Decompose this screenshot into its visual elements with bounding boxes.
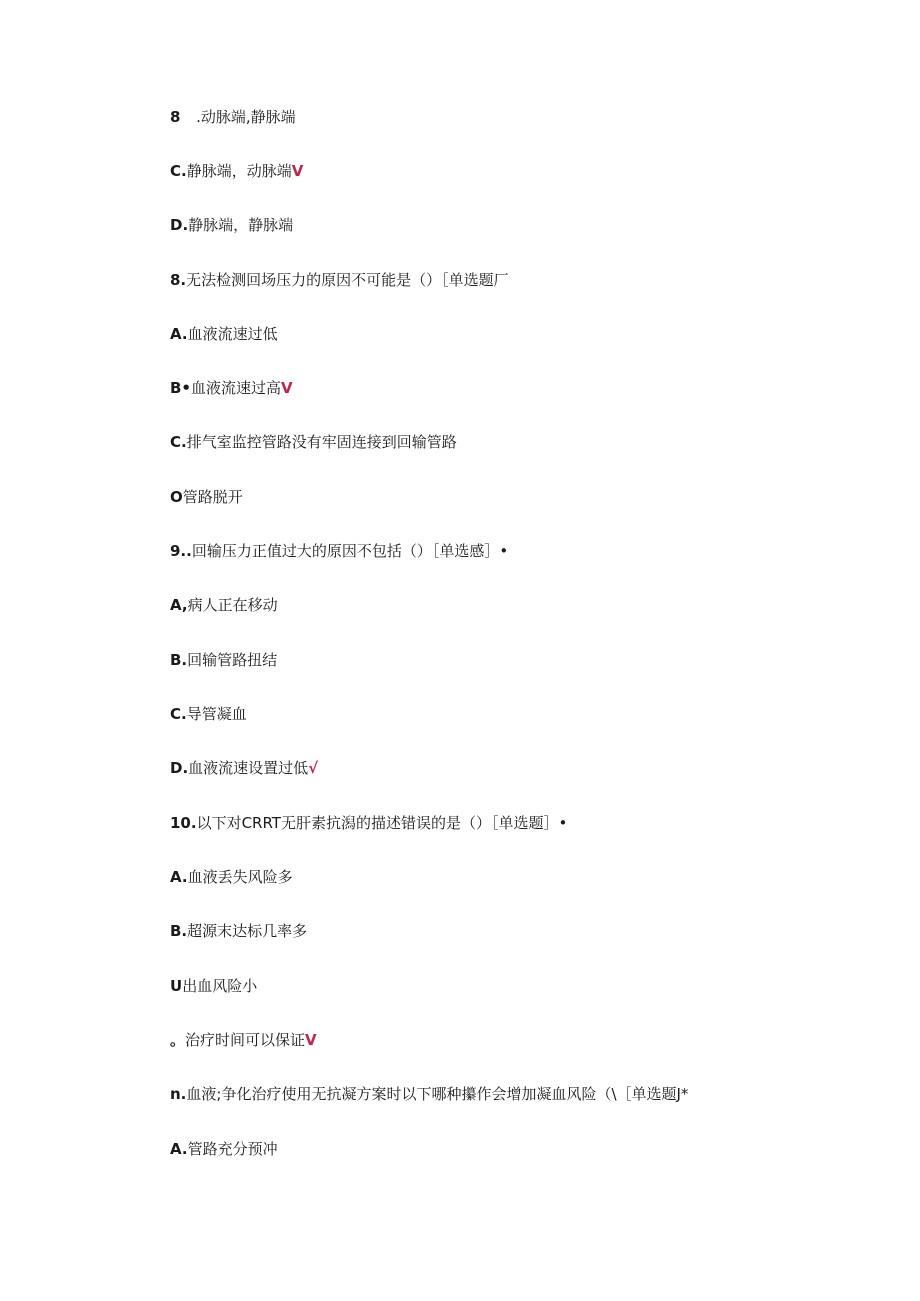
option-prefix: U: [170, 977, 183, 995]
correct-mark: √: [308, 759, 319, 777]
question-10: [170, 813, 567, 833]
question-9: [170, 541, 508, 561]
option-prefix: D.: [170, 216, 189, 234]
option-prefix: 。: [170, 1031, 186, 1049]
answer-option-d: [170, 487, 243, 507]
question-text: 无法检测回场压力的原因不可能是（）［单选题厂: [186, 271, 509, 289]
answer-option-b: [170, 378, 293, 398]
correct-mark: V: [305, 1031, 317, 1049]
option-prefix: C.: [170, 162, 187, 180]
option-prefix: A.: [170, 868, 188, 886]
question-text: 回输压力正值过大的原因不包括（）［单选感］•: [191, 542, 509, 560]
question-number: 8.: [170, 271, 187, 289]
option-prefix: D.: [170, 759, 189, 777]
option-text: 管路脱开: [182, 488, 243, 506]
option-prefix: B•: [170, 379, 192, 397]
option-prefix: A.: [170, 325, 188, 343]
answer-option-a: [170, 1139, 278, 1159]
question-number: 9..: [170, 542, 192, 560]
option-prefix: O: [170, 488, 183, 506]
option-text: 排气室监控管路没有牢固连接到回输管路: [186, 433, 457, 451]
option-text: 静脉端，静脉端: [188, 216, 294, 234]
option-prefix: B.: [170, 922, 188, 940]
option-prefix: C.: [170, 433, 187, 451]
answer-option-d: [170, 1030, 317, 1050]
question-number: n.: [170, 1085, 187, 1103]
answer-option-c: [170, 704, 247, 724]
option-prefix: A.: [170, 1140, 188, 1158]
option-text: 治疗时间可以保证: [185, 1031, 306, 1049]
option-text: 血液流速过高: [191, 379, 282, 397]
answer-option-c: [170, 432, 457, 452]
question-8: [170, 270, 509, 290]
option-text: 静脉端，动脉端: [186, 162, 292, 180]
option-text: 超源末达标几率多: [187, 922, 308, 940]
option-text: 出血风险小: [182, 977, 258, 995]
answer-option-c: [170, 976, 257, 996]
option-text: 血液流速过低: [187, 325, 278, 343]
answer-option-b: [170, 650, 277, 670]
correct-mark: V: [291, 162, 304, 180]
option-text: 血液丢失风险多: [187, 868, 293, 886]
option-prefix: A,: [170, 596, 188, 614]
option-prefix: B.: [170, 651, 188, 669]
question-text: 以下对CRRT无肝素抗潟的描述错误的是（）［单选题］•: [196, 814, 568, 832]
answer-option-a: [170, 867, 293, 887]
correct-mark: V: [281, 379, 293, 397]
answer-option-d: [170, 215, 293, 235]
question-11: [170, 1084, 688, 1104]
option-text: .动脉端,静脉端: [196, 108, 296, 126]
option-prefix: C.: [170, 705, 187, 723]
option-text: 导管凝血: [186, 705, 247, 723]
answer-option-b: [170, 107, 296, 127]
option-prefix: 8: [170, 108, 197, 126]
option-text: 病人正在移动: [187, 596, 278, 614]
question-text: 血液;争化治疗使用无抗凝方案时以下哪种攥作会增加凝血风险（\［单选题J*: [186, 1085, 689, 1103]
question-number: 10.: [170, 814, 197, 832]
answer-option-a: [170, 595, 278, 615]
answer-option-a: [170, 324, 278, 344]
option-text: 回输管路扭结: [187, 651, 278, 669]
answer-option-d: [170, 758, 318, 778]
option-text: 管路充分预冲: [187, 1140, 278, 1158]
option-text: 血液流速设置过低: [188, 759, 309, 777]
answer-option-c: [170, 161, 303, 181]
answer-option-b: [170, 921, 307, 941]
